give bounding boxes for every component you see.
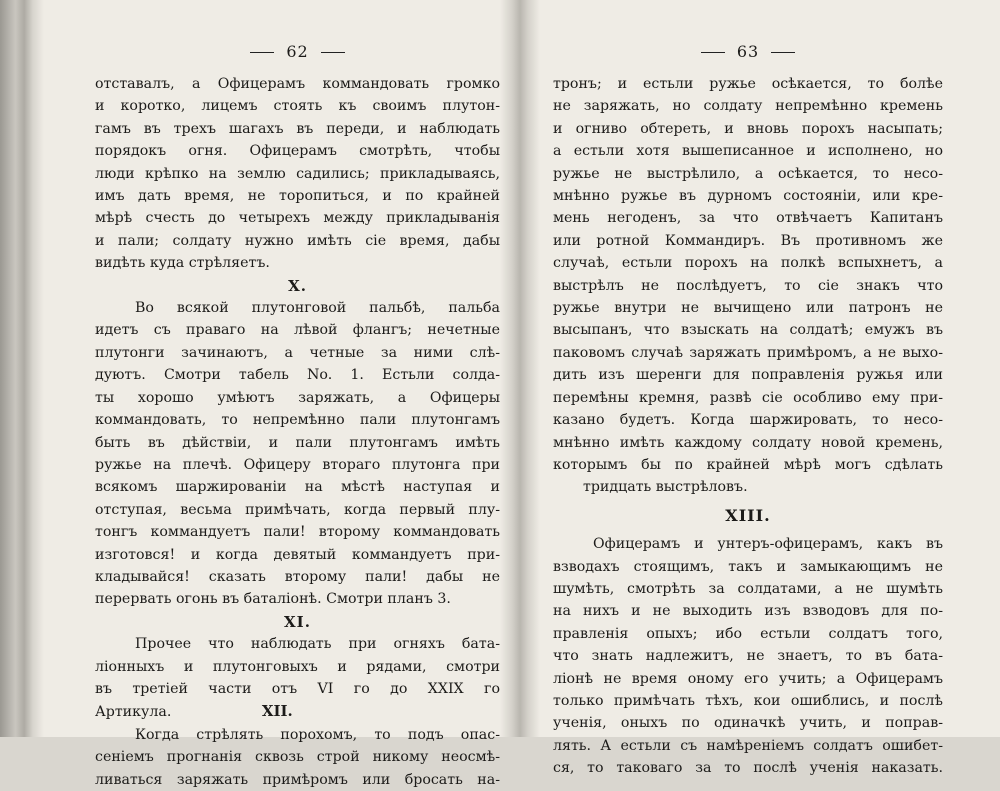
text-line: или ротной Коммандиръ. Въ противномъ же <box>553 232 943 249</box>
text-line: кладывайся! сказать второму пали! дабы не <box>95 568 500 585</box>
section-heading-xii: XII. <box>261 702 293 721</box>
text-line: ружье на плечѣ. Офицеру втораго плутонга при <box>95 456 500 473</box>
section-heading-xi: XI. <box>284 612 311 631</box>
text-line: тридцать выстрѣловъ. <box>583 479 748 496</box>
page-number-text: 62 <box>286 42 309 61</box>
text-line: и коротко, лицемъ стоять къ своимъ плутон- <box>95 98 500 115</box>
text-line: мнѣнно имѣть каждому солдату новой кремень, <box>553 434 943 451</box>
text-line: на нихъ и не выходить изъ взводовъ для по- <box>553 603 943 620</box>
text-line: которымъ бы по крайней мѣрѣ могъ сдѣлать <box>553 456 943 473</box>
text-line: а естьли хотя вышеписанное и исполнено, но <box>553 143 943 160</box>
text-line: мѣрѣ счесть до четырехъ между прикладыванія <box>95 210 500 227</box>
right-page-number <box>553 42 943 61</box>
text-line: отступая, весьма примѣчать, когда первый плу- <box>95 501 500 518</box>
text-line: всякомъ шаржированіи на мѣстѣ наступая и <box>95 479 500 496</box>
text-line: не заряжать, но солдату непремѣнно кремень <box>553 98 943 115</box>
text-line: лять. А естьли съ намѣреніемъ солдатъ ошибет- <box>553 737 943 754</box>
text-line: Во всякой плутонговой пальбѣ, пальба <box>135 300 500 317</box>
text-line: высыпанъ, что взыскать на солдатѣ; емужъ въ <box>553 322 943 339</box>
text-line: коммандовать, то непремѣнно пали плутонгамъ <box>95 412 500 429</box>
text-line: что знать надлежитъ, не знаетъ, то въ бата- <box>553 648 943 665</box>
text-line: ученія, оныхъ по одиначкѣ учить, и поправ- <box>553 715 943 732</box>
text-fragment: Артикула. <box>95 704 172 721</box>
text-line: выстрѣлъ не послѣдуетъ, то сіе знакъ что <box>553 277 943 294</box>
text-line: паковомъ случаѣ заряжать примѣромъ, а не выхо- <box>553 344 943 361</box>
section-heading-x: X. <box>288 276 307 295</box>
text-line: перервать огонь въ баталіонѣ. Смотри планъ 3. <box>95 591 451 608</box>
text-line: имъ дать время, не торопиться, и по крайней <box>95 188 500 205</box>
text-line: люди крѣпко на землю садились; прикладываясь, <box>95 165 500 182</box>
section-heading-xiii: XIII. <box>725 505 771 525</box>
text-line: Офицерамъ и унтеръ-офицерамъ, какъ въ <box>593 536 943 553</box>
text-line: тонгъ коммандуетъ пали! второму коммандовать <box>95 524 500 541</box>
book-gutter <box>500 0 540 737</box>
text-line: ливаться заряжать примѣромъ или бросать на- <box>95 771 500 788</box>
page-edge-shadow <box>0 0 44 737</box>
text-line <box>95 700 500 723</box>
text-line: ліонѣ не время оному его учить; а Офицерамъ <box>553 670 943 687</box>
text-line: гамъ въ трехъ шагахъ въ переди, и наблюдать <box>95 120 500 137</box>
text-line: видѣть куда стрѣляетъ. <box>95 255 270 272</box>
text-line: и пали; солдату нужно имѣть сіе время, дабы <box>95 232 500 249</box>
right-page <box>553 0 943 777</box>
page-number-dash <box>250 52 274 53</box>
page-number-dash <box>321 52 345 53</box>
text-line: изготовся! и когда девятый коммандуетъ при- <box>95 546 500 563</box>
left-page-number <box>95 42 500 61</box>
text-line: ты хорошо умѣютъ заряжать, а Офицеры <box>95 389 500 406</box>
text-line: мень негоденъ, за что отвѣчаетъ Капитанъ <box>553 210 943 227</box>
text-line: ружье внутри не вычищено или патронъ не <box>553 300 943 317</box>
text-line: дуютъ. Смотри табель No. 1. Естьли солда- <box>95 367 500 384</box>
text-line: ліонныхъ и плутонговыхъ и рядами, смотри <box>95 658 500 675</box>
text-line: перемѣны кремня, развѣ сіе особливо ему при- <box>553 389 943 406</box>
text-line: ся, то таковаго за то послѣ ученія наказать. <box>553 760 943 777</box>
text-line: сеніемъ прогнанія сквозь строй никому неосмѣ- <box>95 749 500 766</box>
left-page-text <box>95 73 500 791</box>
right-page-text <box>553 73 943 780</box>
text-line: плутонги зачинаютъ, а четные за ними слѣ- <box>95 344 500 361</box>
text-line: мнѣнно ружье въ дурномъ состояніи, или кре- <box>553 188 943 205</box>
text-line: Прочее что наблюдать при огняхъ бата- <box>135 636 500 653</box>
text-line: случаѣ, естьли порохъ на полкѣ вспыхнетъ, а <box>553 255 943 272</box>
text-line: ружье не выстрѣлило, а осѣкается, то несо- <box>553 165 943 182</box>
text-line: правленія опыхъ; ибо естьли солдатъ того, <box>553 625 943 642</box>
page-number-dash <box>771 52 795 53</box>
left-page <box>95 0 500 788</box>
text-line: тронъ; и естьли ружье осѣкается, то болѣе <box>553 76 943 92</box>
text-line: и огниво обтереть, и вновь порохъ насыпать; <box>553 120 943 137</box>
text-line: въ третіей части отъ VI го до XXIX го <box>95 680 500 697</box>
text-line: порядокъ огня. Офицерамъ смотрѣть, чтобы <box>95 143 500 160</box>
page-number-dash <box>701 52 725 53</box>
text-line: взводахъ стоящимъ, такъ и замыкающимъ не <box>553 558 943 575</box>
text-line: дить изъ шеренги для поправленія ружья или <box>553 367 943 384</box>
page-number-text: 63 <box>736 42 760 61</box>
text-line: Когда стрѣлять порохомъ, то подъ опас- <box>135 726 500 743</box>
text-line: идетъ съ праваго на лѣвой флангъ; нечетные <box>95 322 500 339</box>
text-line: шумѣть, смотрѣть за солдатами, а не шумѣть <box>553 580 943 597</box>
text-line: только примѣчать тѣхъ, кои ошиблись, и послѣ <box>553 692 943 709</box>
text-line: отставалъ, а Офицерамъ коммандовать громко <box>95 76 500 92</box>
text-line: казано будетъ. Когда шаржировать, то несо- <box>553 412 943 429</box>
text-line: быть въ дѣйствіи, и пали плутонгамъ имѣть <box>95 434 500 451</box>
